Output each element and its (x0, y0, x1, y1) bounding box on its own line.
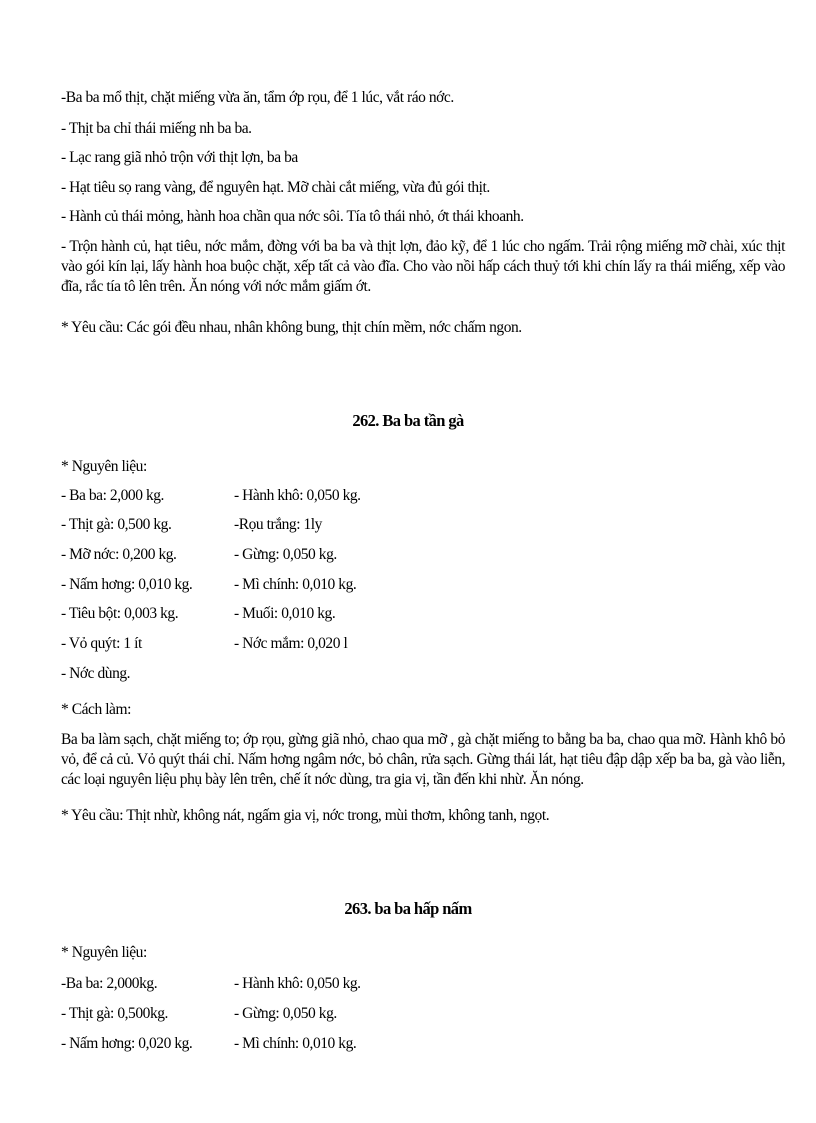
recipe-262-title: 262. Ba ba tần gà (352, 411, 464, 430)
recipe-263-title: 263. ba ba hấp nấm (344, 899, 472, 918)
ingredient-item: - Gừng: 0,050 kg. (234, 546, 337, 563)
ingredient-item: - Thịt gà: 0,500 kg. (61, 516, 172, 533)
intro-line-2: - Thịt ba chỉ thái miếng nh ba ba. (61, 120, 252, 137)
ingredient-item: - Tiêu bột: 0,003 kg. (61, 605, 179, 622)
ingredient-item: - Nớc dùng. (61, 665, 131, 682)
intro-requirement: * Yêu cầu: Các gói đều nhau, nhân không bung, thịt chín mềm, nớc chấm ngon. (61, 319, 522, 336)
intro-line-5: - Hành củ thái mỏng, hành hoa chần qua nớc sôi. Tía tô thái nhỏ, ớt thái khoanh. (61, 208, 524, 225)
intro-line-1: -Ba ba mổ thịt, chặt miếng vừa ăn, tẩm ớp rọu, để 1 lúc, vắt ráo nớc. (61, 89, 454, 106)
ingredient-item: - Mì chính: 0,010 kg. (234, 1035, 357, 1052)
recipe-262-ingredients-heading: * Nguyên liệu: (61, 458, 147, 475)
recipe-262-method: Ba ba làm sạch, chặt miếng to; ớp rọu, gừng giã nhỏ, chao qua mỡ , gà chặt miếng to bằng ba ba, chao qua mỡ. Hành khô bỏ vỏ, để cả củ. Vỏ quýt thái chỉ. Nấm hơng ngâm nớc, bỏ chân, rửa sạch. Gừng thái lát, hạt tiêu đập dập xếp ba ba, gà vào liễn, các loại nguyên liệu phụ bày lên trên, chế ít nớc dùng, tra gia vị, tần đến khi nhừ. Ăn nóng. (61, 731, 785, 788)
ingredient-item: - Nấm hơng: 0,020 kg. (61, 1035, 193, 1052)
ingredient-item: - Gừng: 0,050 kg. (234, 1005, 337, 1022)
ingredient-item: - Vỏ quýt: 1 ít (61, 635, 142, 652)
recipe-262-method-heading: * Cách làm: (61, 701, 131, 718)
intro-line-4: - Hạt tiêu sọ rang vàng, để nguyên hạt. Mỡ chài cắt miếng, vừa đủ gói thịt. (61, 179, 490, 196)
ingredient-item: - Muối: 0,010 kg. (234, 605, 336, 622)
intro-line-3: - Lạc rang giã nhỏ trộn với thịt lợn, ba ba (61, 149, 298, 166)
intro-paragraph: - Trộn hành củ, hạt tiêu, nớc mắm, đờng với ba ba và thịt lợn, đảo kỹ, để 1 lúc cho ngấm. Trải rộng miếng mỡ chài, xúc thịt vào gói kín lại, lấy hành hoa buộc chặt, xếp tất cả vào đĩa. Cho vào nồi hấp cách thuỷ tới khi chín lấy ra thái miếng, xếp vào đĩa, rắc tía tô lên trên. Ăn nóng với nớc mắm giấm ớt. (61, 238, 785, 295)
ingredient-item: - Nấm hơng: 0,010 kg. (61, 576, 193, 593)
ingredient-item: -Ba ba: 2,000kg. (61, 975, 158, 992)
ingredient-item: - Thịt gà: 0,500kg. (61, 1005, 168, 1022)
ingredient-item: - Nớc mắm: 0,020 l (234, 635, 348, 652)
recipe-262-requirement: * Yêu cầu: Thịt nhừ, không nát, ngấm gia vị, nớc trong, mùi thơm, không tanh, ngọt. (61, 807, 550, 824)
ingredient-item: - Hành khô: 0,050 kg. (234, 975, 361, 992)
ingredient-item: -Rọu trắng: 1ly (234, 516, 322, 533)
ingredient-item: - Hành khô: 0,050 kg. (234, 487, 361, 504)
ingredient-item: - Mì chính: 0,010 kg. (234, 576, 357, 593)
recipe-263-ingredients-heading: * Nguyên liệu: (61, 944, 147, 961)
ingredient-item: - Ba ba: 2,000 kg. (61, 487, 164, 504)
ingredient-item: - Mỡ nớc: 0,200 kg. (61, 546, 177, 563)
